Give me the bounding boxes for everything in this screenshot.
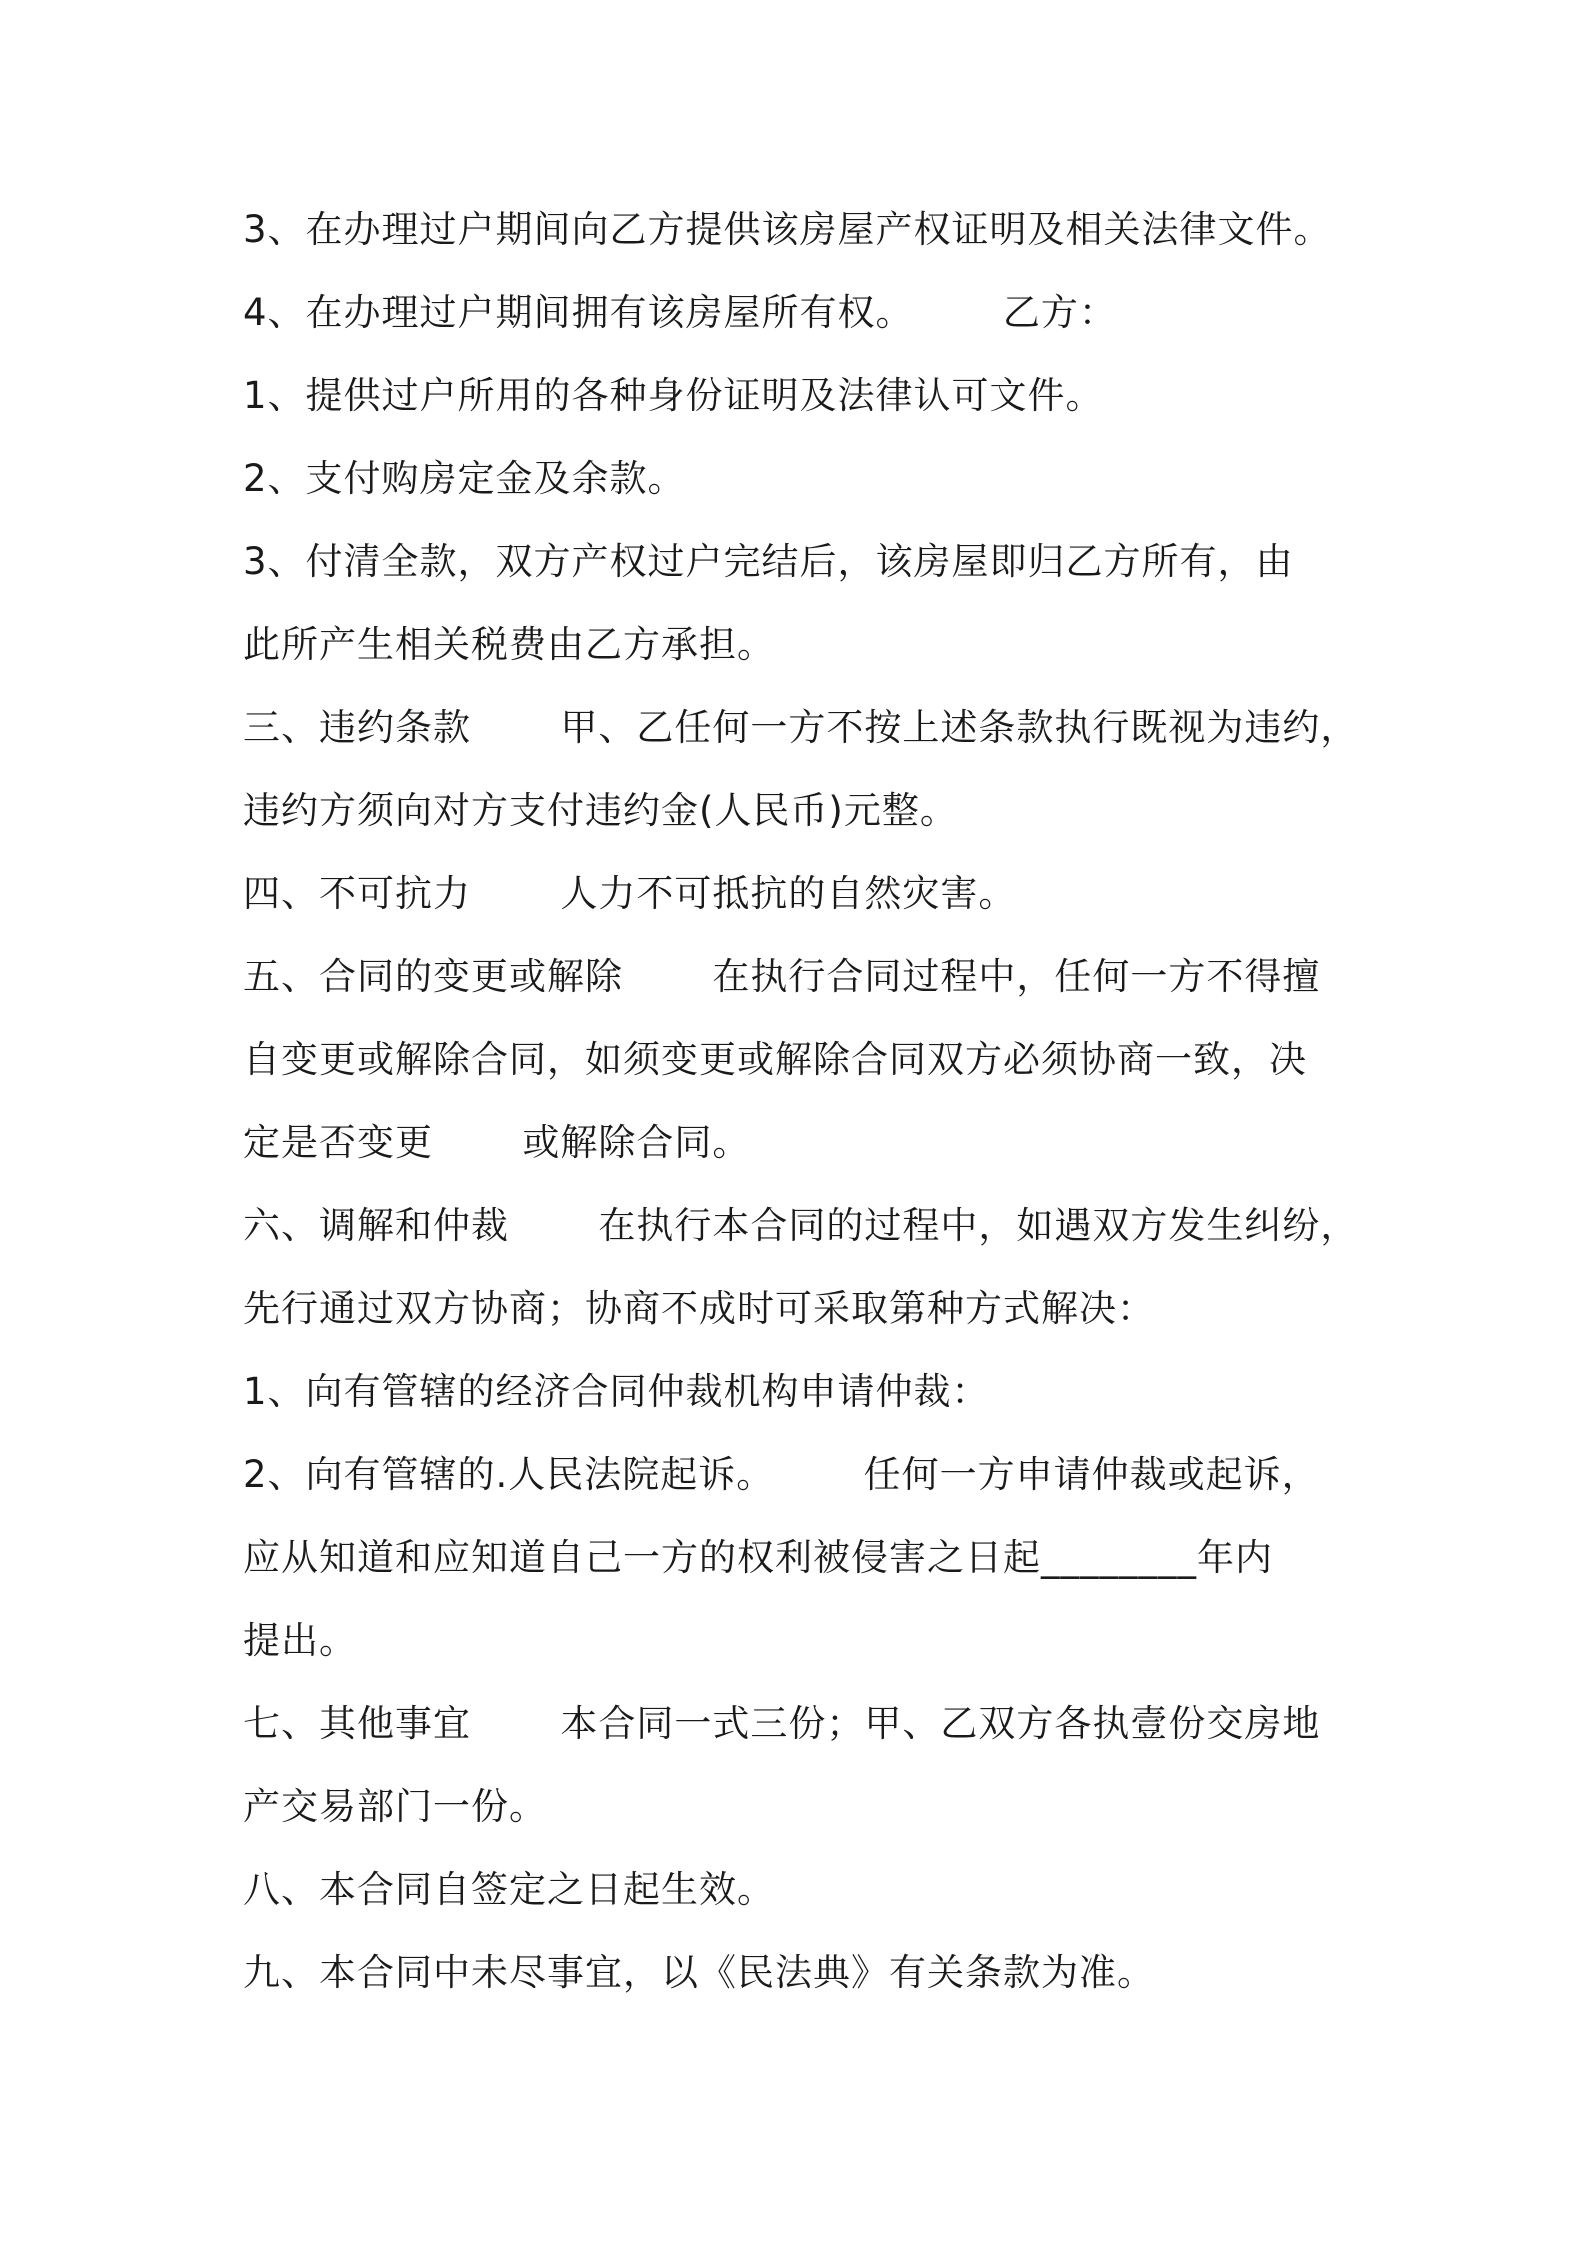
text-line: 应从知道和应知道自己一方的权利被侵害之日起________年内 [243,1536,1273,1579]
text-line: 3、付清全款，双方产权过户完结后，该房屋即归乙方所有，由 [243,540,1294,583]
text-line: 提出。 [243,1619,357,1662]
text-line: 4、在办理过户期间拥有该房屋所有权。 乙方： [243,291,1117,334]
text-line: 2、向有管辖的.人民法院起诉。 任何一方申请仲裁或起诉， [243,1453,1320,1496]
text-line: 三、违约条款 甲、乙任何一方不按上述条款执行既视为违约， [243,706,1359,749]
text-line: 五、合同的变更或解除 在执行合同过程中，任何一方不得擅 [243,955,1321,998]
text-line: 违约方须向对方支付违约金(人民币)元整。 [243,789,958,832]
text-line: 产交易部门一份。 [243,1785,547,1828]
text-line: 1、提供过户所用的各种身份证明及法律认可文件。 [243,374,1104,417]
text-line: 七、其他事宜 本合同一式三份；甲、乙双方各执壹份交房地 [243,1702,1321,1745]
text-line: 1、向有管辖的经济合同仲裁机构申请仲裁： [243,1370,990,1413]
text-line: 定是否变更 或解除合同。 [243,1121,751,1164]
text-line: 八、本合同自签定之日起生效。 [243,1868,775,1911]
text-line: 六、调解和仲裁 在执行本合同的过程中，如遇双方发生纠纷， [243,1204,1359,1247]
text-line: 四、不可抗力 人力不可抵抗的自然灾害。 [243,872,1017,915]
text-line: 3、在办理过户期间向乙方提供该房屋产权证明及相关法律文件。 [243,208,1332,251]
text-line: 2、支付购房定金及余款。 [243,457,686,500]
text-line: 先行通过双方协商；协商不成时可采取第种方式解决： [243,1287,1155,1330]
text-line: 此所产生相关税费由乙方承担。 [243,623,775,666]
text-line: 自变更或解除合同，如须变更或解除合同双方必须协商一致，决 [243,1038,1307,1081]
text-line: 九、本合同中未尽事宜，以《民法典》有关条款为准。 [243,1951,1155,1994]
